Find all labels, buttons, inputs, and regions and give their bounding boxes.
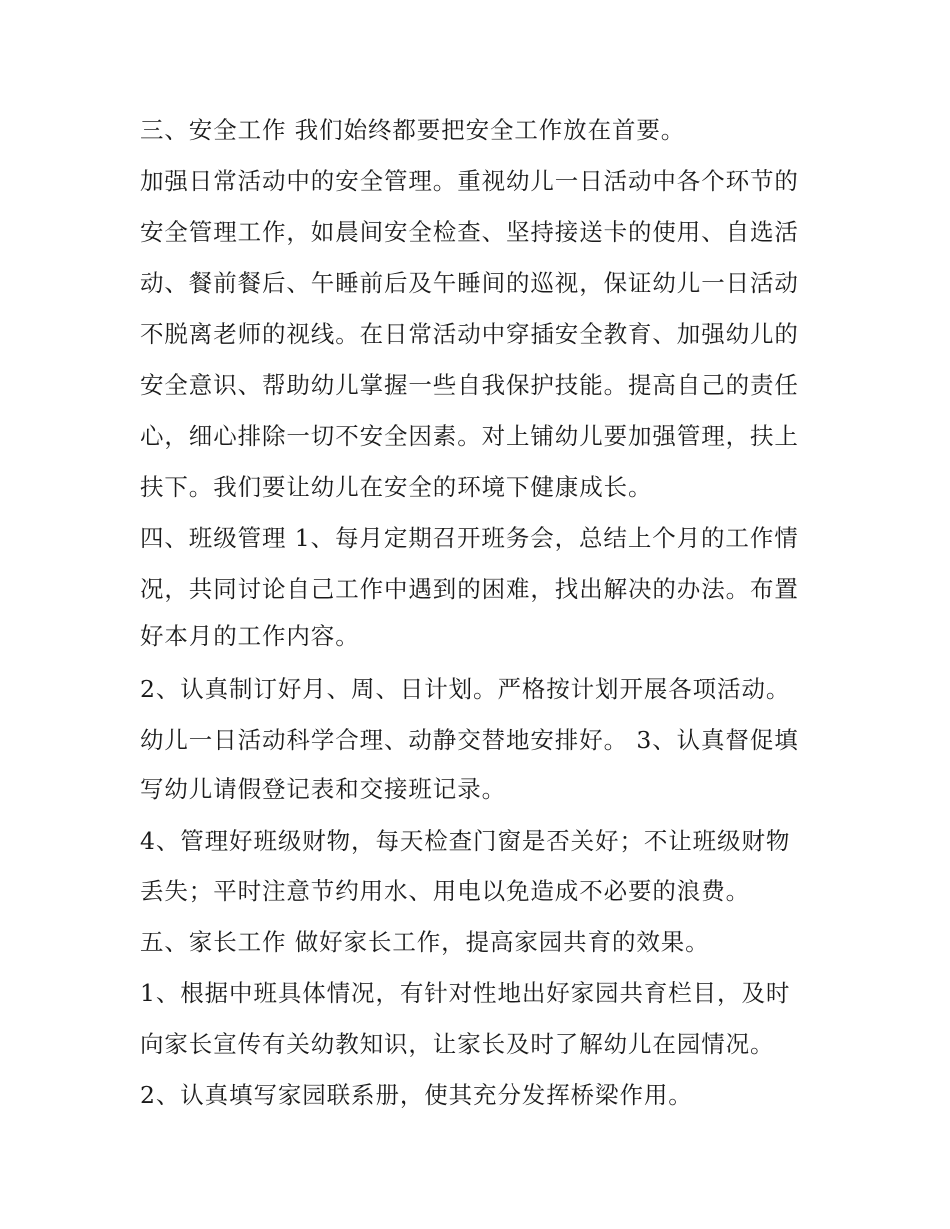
text-line: 安全管理工作，如晨间安全检查、坚持接送卡的使用、自选活 [140, 218, 799, 246]
text-line: 况，共同讨论自己工作中遇到的困难，找出解决的办法。布置 [140, 575, 799, 603]
text-line: 4、管理好班级财物，每天检查门窗是否关好；不让班级财物 [140, 827, 791, 855]
text-line: 不脱离老师的视线。在日常活动中穿插安全教育、加强幼儿的 [140, 320, 799, 348]
text-line: 加强日常活动中的安全管理。重视幼儿一日活动中各个环节的 [140, 167, 799, 195]
text-line: 扶下。我们要让幼儿在安全的环境下健康成长。 [140, 473, 653, 501]
text-line: 四、班级管理 1、每月定期召开班务会，总结上个月的工作情 [140, 524, 799, 552]
text-line: 五、家长工作 做好家长工作，提高家园共育的效果。 [140, 928, 710, 956]
text-line: 三、安全工作 我们始终都要把安全工作放在首要。 [140, 116, 686, 144]
text-line: 幼儿一日活动科学合理、动静交替地安排好。 3、认真督促填 [140, 726, 799, 754]
text-line: 向家长宣传有关幼教知识，让家长及时了解幼儿在园情况。 [140, 1030, 775, 1058]
text-line: 1、根据中班具体情况，有针对性地出好家园共育栏目，及时 [140, 979, 791, 1007]
text-line: 动、餐前餐后、午睡前后及午睡间的巡视，保证幼儿一日活动 [140, 269, 799, 297]
text-line: 2、认真制订好月、周、日计划。严格按计划开展各项活动。 [140, 675, 791, 703]
text-line: 写幼儿请假登记表和交接班记录。 [140, 775, 506, 803]
text-line: 2、认真填写家园联系册，使其充分发挥桥梁作用。 [140, 1081, 693, 1109]
text-line: 安全意识、帮助幼儿掌握一些自我保护技能。提高自己的责任 [140, 371, 799, 399]
text-line: 好本月的工作内容。 [140, 622, 360, 650]
text-line: 心，细心排除一切不安全因素。对上铺幼儿要加强管理，扶上 [140, 422, 799, 450]
text-line: 丢失；平时注意节约用水、用电以免造成不必要的浪费。 [140, 877, 750, 905]
